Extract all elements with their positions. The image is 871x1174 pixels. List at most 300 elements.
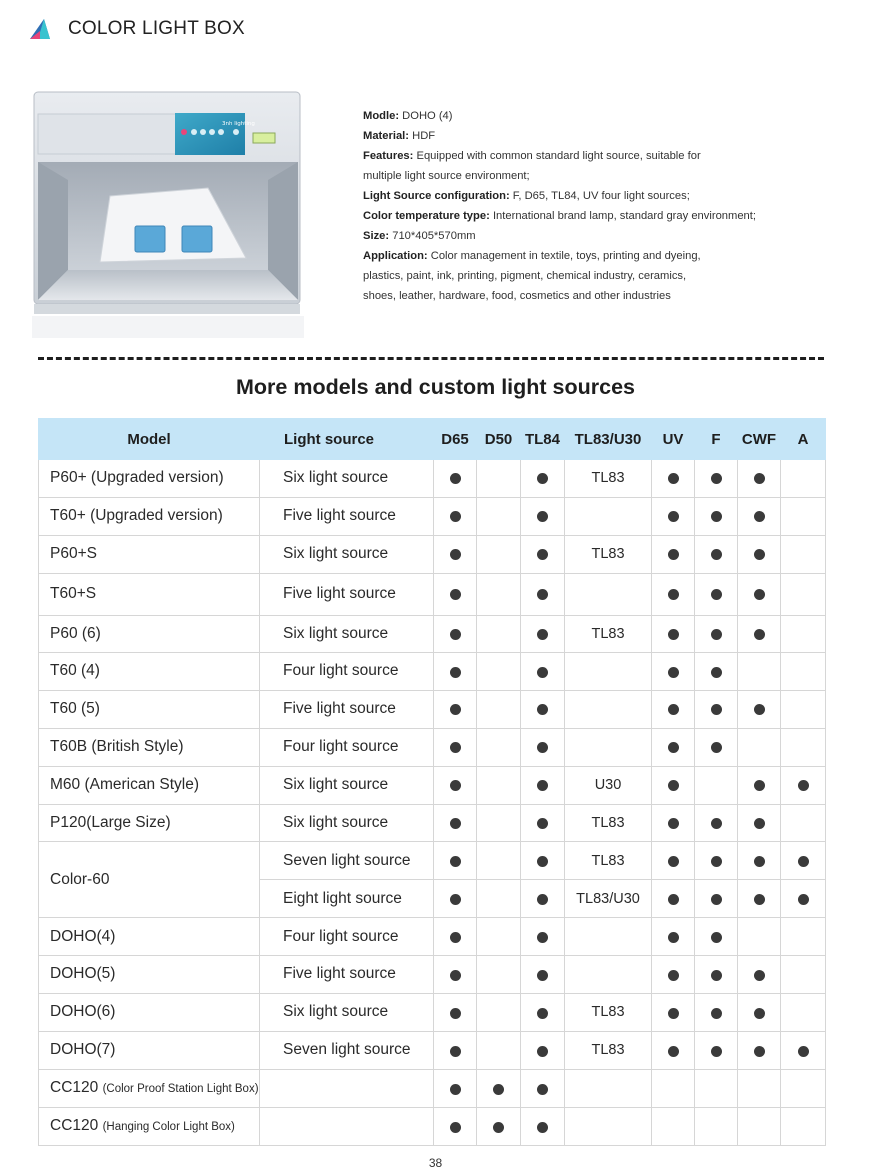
model-name: DOHO(4) xyxy=(50,927,116,945)
availability-dot-icon xyxy=(711,894,722,905)
availability-dot-icon xyxy=(450,511,461,522)
models-table xyxy=(38,418,826,1146)
cell-tl83-u30 xyxy=(565,1069,652,1107)
availability-dot-icon xyxy=(668,629,679,640)
availability-dot-icon xyxy=(711,1046,722,1057)
cell-cwf xyxy=(738,842,781,880)
availability-dot-icon xyxy=(754,856,765,867)
cell-a xyxy=(781,535,826,573)
cell-uv xyxy=(652,653,695,691)
availability-dot-icon xyxy=(450,970,461,981)
availability-dot-icon xyxy=(754,589,765,600)
cell-d65 xyxy=(434,766,477,804)
cell-tl84 xyxy=(521,460,565,498)
cell-f xyxy=(695,955,738,993)
light-box-image xyxy=(32,88,304,338)
cell-cwf xyxy=(738,653,781,691)
cell-f xyxy=(695,653,738,691)
table-row xyxy=(39,993,826,1031)
availability-dot-icon xyxy=(711,629,722,640)
page-number: 38 xyxy=(428,1156,443,1170)
model-cell xyxy=(39,1069,260,1107)
availability-dot-icon xyxy=(668,704,679,715)
cell-d50 xyxy=(477,1069,521,1107)
cell-d65 xyxy=(434,842,477,880)
availability-dot-icon xyxy=(711,856,722,867)
model-name: T60 (5) xyxy=(50,700,100,718)
availability-dot-icon xyxy=(450,742,461,753)
header-tl84: TL84 xyxy=(521,419,565,460)
availability-dot-icon xyxy=(711,704,722,715)
cell-d65 xyxy=(434,993,477,1031)
availability-dot-icon xyxy=(711,970,722,981)
cell-d65 xyxy=(434,615,477,653)
cell-tl83-u30: TL83 xyxy=(565,993,652,1031)
availability-dot-icon xyxy=(537,856,548,867)
light-source-cell: Six light source xyxy=(260,460,434,498)
cell-cwf xyxy=(738,918,781,956)
cell-a xyxy=(781,804,826,842)
availability-dot-icon xyxy=(537,1084,548,1095)
cell-uv xyxy=(652,460,695,498)
cell-a xyxy=(781,993,826,1031)
model-name: CC120 xyxy=(50,1079,99,1097)
availability-dot-icon xyxy=(798,780,809,791)
model-cell xyxy=(39,955,260,993)
cell-tl83-u30 xyxy=(565,918,652,956)
availability-dot-icon xyxy=(537,742,548,753)
availability-dot-icon xyxy=(798,1046,809,1057)
table-row xyxy=(39,653,826,691)
cell-tl84 xyxy=(521,535,565,573)
availability-dot-icon xyxy=(493,1122,504,1133)
model-name: DOHO(5) xyxy=(50,965,116,983)
cell-cwf xyxy=(738,766,781,804)
availability-dot-icon xyxy=(668,780,679,791)
table-row xyxy=(39,460,826,498)
light-source-cell xyxy=(260,1069,434,1107)
cell-tl83-u30 xyxy=(565,728,652,766)
cell-a xyxy=(781,918,826,956)
product-specs xyxy=(363,106,823,306)
cell-d65 xyxy=(434,1107,477,1145)
availability-dot-icon xyxy=(668,1046,679,1057)
cell-uv xyxy=(652,918,695,956)
table-row xyxy=(39,535,826,573)
cell-uv xyxy=(652,1031,695,1069)
availability-dot-icon xyxy=(754,780,765,791)
cell-tl84 xyxy=(521,728,565,766)
cell-a xyxy=(781,1107,826,1145)
availability-dot-icon xyxy=(668,818,679,829)
availability-dot-icon xyxy=(450,629,461,640)
panel-brand-text: 3nh lighting xyxy=(222,121,255,127)
cell-d65 xyxy=(434,955,477,993)
cell-tl84 xyxy=(521,615,565,653)
cell-uv xyxy=(652,535,695,573)
cell-a xyxy=(781,728,826,766)
table-row xyxy=(39,804,826,842)
model-cell xyxy=(39,653,260,691)
header-model: Model xyxy=(39,419,260,460)
cell-d50 xyxy=(477,690,521,728)
cell-d65 xyxy=(434,573,477,615)
availability-dot-icon xyxy=(537,629,548,640)
availability-dot-icon xyxy=(450,780,461,791)
light-source-cell: Five light source xyxy=(260,497,434,535)
cell-tl84 xyxy=(521,880,565,918)
table-row xyxy=(39,1031,826,1069)
cell-a xyxy=(781,497,826,535)
cell-cwf xyxy=(738,535,781,573)
availability-dot-icon xyxy=(711,667,722,678)
cell-a xyxy=(781,955,826,993)
availability-dot-icon xyxy=(450,932,461,943)
cell-cwf xyxy=(738,615,781,653)
availability-dot-icon xyxy=(537,780,548,791)
table-row xyxy=(39,690,826,728)
cell-a xyxy=(781,1031,826,1069)
availability-dot-icon xyxy=(537,473,548,484)
cell-d50 xyxy=(477,1107,521,1145)
cell-a xyxy=(781,766,826,804)
cell-f xyxy=(695,573,738,615)
availability-dot-icon xyxy=(537,704,548,715)
availability-dot-icon xyxy=(450,1084,461,1095)
cell-d65 xyxy=(434,804,477,842)
cell-tl84 xyxy=(521,1107,565,1145)
page-title: COLOR LIGHT BOX xyxy=(68,18,245,39)
cell-f xyxy=(695,497,738,535)
model-cell xyxy=(39,804,260,842)
spec-features: Features: Equipped with common standard light source, suitable for xyxy=(363,150,701,162)
cell-d65 xyxy=(434,653,477,691)
model-cell xyxy=(39,573,260,615)
cell-d65 xyxy=(434,1031,477,1069)
availability-dot-icon xyxy=(450,894,461,905)
cell-uv xyxy=(652,993,695,1031)
model-cell xyxy=(39,993,260,1031)
cell-f xyxy=(695,993,738,1031)
cell-a xyxy=(781,880,826,918)
cell-f xyxy=(695,918,738,956)
cell-d50 xyxy=(477,880,521,918)
cell-tl84 xyxy=(521,497,565,535)
table-body xyxy=(39,460,826,1146)
table-row xyxy=(39,1069,826,1107)
cell-cwf xyxy=(738,728,781,766)
spec-application: Application: Color management in textile, toys, printing and dyeing, xyxy=(363,250,701,262)
cell-tl83-u30: TL83 xyxy=(565,460,652,498)
cell-d50 xyxy=(477,653,521,691)
light-source-cell: Six light source xyxy=(260,535,434,573)
cell-d50 xyxy=(477,460,521,498)
cell-a xyxy=(781,573,826,615)
cell-uv xyxy=(652,497,695,535)
availability-dot-icon xyxy=(711,932,722,943)
cell-f xyxy=(695,728,738,766)
availability-dot-icon xyxy=(668,894,679,905)
section-divider xyxy=(38,357,824,360)
cell-f xyxy=(695,766,738,804)
cell-tl83-u30 xyxy=(565,1107,652,1145)
availability-dot-icon xyxy=(537,1008,548,1019)
spec-light-config: Light Source configuration: F, D65, TL84, UV four light sources; xyxy=(363,190,690,202)
spec-model: Modle: DOHO (4) xyxy=(363,110,453,122)
model-cell xyxy=(39,1107,260,1145)
cell-d50 xyxy=(477,615,521,653)
cell-d65 xyxy=(434,1069,477,1107)
cell-cwf xyxy=(738,690,781,728)
cell-d65 xyxy=(434,728,477,766)
availability-dot-icon xyxy=(450,856,461,867)
header-tl83-u30: TL83/U30 xyxy=(565,419,652,460)
cell-a xyxy=(781,842,826,880)
cell-tl84 xyxy=(521,1069,565,1107)
cell-tl83-u30 xyxy=(565,690,652,728)
cell-uv xyxy=(652,573,695,615)
section-title: More models and custom light sources xyxy=(235,375,636,399)
cell-d65 xyxy=(434,460,477,498)
availability-dot-icon xyxy=(450,704,461,715)
availability-dot-icon xyxy=(668,742,679,753)
availability-dot-icon xyxy=(711,511,722,522)
spec-application-cont: plastics, paint, ink, printing, pigment, chemical industry, ceramics, xyxy=(363,270,687,282)
availability-dot-icon xyxy=(450,818,461,829)
model-cell xyxy=(39,497,260,535)
availability-dot-icon xyxy=(668,473,679,484)
availability-dot-icon xyxy=(711,473,722,484)
cell-d50 xyxy=(477,535,521,573)
light-source-cell: Five light source xyxy=(260,573,434,615)
availability-dot-icon xyxy=(537,1122,548,1133)
cell-tl83-u30 xyxy=(565,573,652,615)
cell-cwf xyxy=(738,497,781,535)
cell-f xyxy=(695,615,738,653)
model-cell xyxy=(39,615,260,653)
availability-dot-icon xyxy=(493,1084,504,1095)
availability-dot-icon xyxy=(754,704,765,715)
cell-tl83-u30 xyxy=(565,653,652,691)
model-cell xyxy=(39,728,260,766)
spec-size: Size: 710*405*570mm xyxy=(363,230,476,242)
availability-dot-icon xyxy=(754,629,765,640)
cell-tl84 xyxy=(521,653,565,691)
cell-a xyxy=(781,615,826,653)
light-source-cell xyxy=(260,1107,434,1145)
cell-d50 xyxy=(477,573,521,615)
cell-tl84 xyxy=(521,993,565,1031)
cell-d50 xyxy=(477,766,521,804)
light-source-cell: Six light source xyxy=(260,993,434,1031)
model-cell xyxy=(39,1031,260,1069)
cell-d50 xyxy=(477,955,521,993)
availability-dot-icon xyxy=(668,511,679,522)
model-cell xyxy=(39,842,260,918)
cell-uv xyxy=(652,1069,695,1107)
cell-cwf xyxy=(738,1107,781,1145)
model-name: Color-60 xyxy=(50,870,110,888)
availability-dot-icon xyxy=(754,511,765,522)
availability-dot-icon xyxy=(754,1046,765,1057)
cell-tl83-u30: TL83 xyxy=(565,842,652,880)
cell-tl84 xyxy=(521,690,565,728)
cell-d50 xyxy=(477,728,521,766)
availability-dot-icon xyxy=(537,932,548,943)
table-header-row xyxy=(39,419,826,460)
light-source-cell: Four light source xyxy=(260,728,434,766)
cell-tl84 xyxy=(521,766,565,804)
availability-dot-icon xyxy=(668,856,679,867)
cell-tl83-u30: TL83 xyxy=(565,615,652,653)
header-a: A xyxy=(781,419,826,460)
model-cell xyxy=(39,690,260,728)
availability-dot-icon xyxy=(711,589,722,600)
model-name: T60+ (Upgraded version) xyxy=(50,507,223,525)
cell-a xyxy=(781,690,826,728)
cell-d65 xyxy=(434,535,477,573)
cell-cwf xyxy=(738,460,781,498)
cell-a xyxy=(781,460,826,498)
availability-dot-icon xyxy=(711,1008,722,1019)
availability-dot-icon xyxy=(754,1008,765,1019)
cell-f xyxy=(695,880,738,918)
model-cell xyxy=(39,766,260,804)
availability-dot-icon xyxy=(668,667,679,678)
header-d65: D65 xyxy=(434,419,477,460)
availability-dot-icon xyxy=(450,1122,461,1133)
cell-uv xyxy=(652,766,695,804)
header-light-source: Light source xyxy=(260,419,434,460)
availability-dot-icon xyxy=(537,1046,548,1057)
cell-cwf xyxy=(738,1069,781,1107)
model-name: DOHO(7) xyxy=(50,1041,116,1059)
availability-dot-icon xyxy=(668,1008,679,1019)
cell-tl84 xyxy=(521,804,565,842)
availability-dot-icon xyxy=(711,742,722,753)
cell-d65 xyxy=(434,690,477,728)
availability-dot-icon xyxy=(798,894,809,905)
table-row xyxy=(39,497,826,535)
availability-dot-icon xyxy=(754,473,765,484)
table-row xyxy=(39,766,826,804)
model-note: (Color Proof Station Light Box) xyxy=(102,1083,259,1096)
model-cell xyxy=(39,460,260,498)
light-source-cell: Four light source xyxy=(260,653,434,691)
cell-f xyxy=(695,1031,738,1069)
light-source-cell: Six light source xyxy=(260,804,434,842)
availability-dot-icon xyxy=(537,894,548,905)
table-row xyxy=(39,615,826,653)
cell-uv xyxy=(652,1107,695,1145)
model-name: P120(Large Size) xyxy=(50,814,171,832)
cell-d50 xyxy=(477,918,521,956)
cell-tl83-u30: TL83 xyxy=(565,804,652,842)
cell-tl84 xyxy=(521,573,565,615)
model-name: P60+ (Upgraded version) xyxy=(50,469,224,487)
table-row xyxy=(39,918,826,956)
availability-dot-icon xyxy=(754,970,765,981)
availability-dot-icon xyxy=(798,856,809,867)
cell-d50 xyxy=(477,804,521,842)
light-source-cell: Eight light source xyxy=(260,880,434,918)
availability-dot-icon xyxy=(668,970,679,981)
model-cell xyxy=(39,918,260,956)
cell-f xyxy=(695,690,738,728)
cell-d50 xyxy=(477,842,521,880)
cell-f xyxy=(695,1107,738,1145)
light-source-cell: Seven light source xyxy=(260,1031,434,1069)
table-row xyxy=(39,728,826,766)
cell-tl84 xyxy=(521,842,565,880)
availability-dot-icon xyxy=(711,549,722,560)
table-row xyxy=(39,842,826,880)
cell-uv xyxy=(652,615,695,653)
availability-dot-icon xyxy=(668,932,679,943)
light-source-cell: Five light source xyxy=(260,690,434,728)
cell-tl83-u30 xyxy=(565,955,652,993)
header-uv: UV xyxy=(652,419,695,460)
model-cell xyxy=(39,535,260,573)
spec-application-cont2: shoes, leather, hardware, food, cosmetics and other industries xyxy=(363,290,671,302)
model-note: (Hanging Color Light Box) xyxy=(102,1121,235,1134)
cell-f xyxy=(695,842,738,880)
availability-dot-icon xyxy=(754,818,765,829)
spec-color-temp: Color temperature type: International brand lamp, standard gray environment; xyxy=(363,210,756,222)
availability-dot-icon xyxy=(450,473,461,484)
cell-tl84 xyxy=(521,955,565,993)
table-row xyxy=(39,1107,826,1145)
model-name: M60 (American Style) xyxy=(50,776,200,794)
light-source-cell: Six light source xyxy=(260,766,434,804)
cell-cwf xyxy=(738,1031,781,1069)
cell-tl83-u30: TL83 xyxy=(565,1031,652,1069)
table-row xyxy=(39,573,826,615)
page-header xyxy=(28,14,245,44)
light-source-cell: Seven light source xyxy=(260,842,434,880)
availability-dot-icon xyxy=(537,589,548,600)
cell-uv xyxy=(652,690,695,728)
cell-tl84 xyxy=(521,1031,565,1069)
model-name: DOHO(6) xyxy=(50,1003,116,1021)
cell-d65 xyxy=(434,918,477,956)
header-f: F xyxy=(695,419,738,460)
cell-tl84 xyxy=(521,918,565,956)
availability-dot-icon xyxy=(668,589,679,600)
brand-logo-icon xyxy=(28,17,52,41)
cell-a xyxy=(781,1069,826,1107)
model-name: P60+S xyxy=(50,545,97,563)
availability-dot-icon xyxy=(450,589,461,600)
cell-cwf xyxy=(738,573,781,615)
availability-dot-icon xyxy=(537,549,548,560)
model-name: T60+S xyxy=(50,585,97,603)
availability-dot-icon xyxy=(711,818,722,829)
header-cwf: CWF xyxy=(738,419,781,460)
availability-dot-icon xyxy=(450,667,461,678)
cell-a xyxy=(781,653,826,691)
cell-f xyxy=(695,460,738,498)
cell-cwf xyxy=(738,804,781,842)
cell-cwf xyxy=(738,993,781,1031)
cell-uv xyxy=(652,955,695,993)
availability-dot-icon xyxy=(450,1008,461,1019)
cell-cwf xyxy=(738,880,781,918)
cell-uv xyxy=(652,842,695,880)
cell-f xyxy=(695,535,738,573)
light-source-cell: Six light source xyxy=(260,615,434,653)
cell-uv xyxy=(652,880,695,918)
